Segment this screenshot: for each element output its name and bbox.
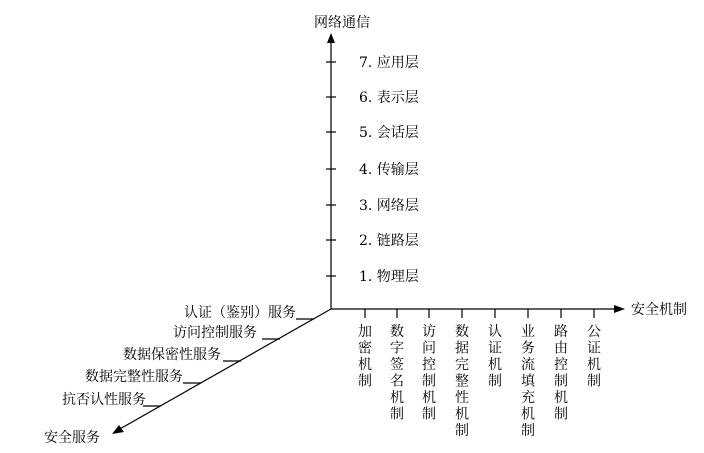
- horizontal-axis-title: 安全机制: [631, 302, 687, 318]
- layer-tick-group: [326, 55, 419, 285]
- mechanism-label: 访问控制机制: [422, 324, 436, 423]
- layer-label: 2. 链路层: [359, 233, 419, 249]
- mechanism-label: 数据完整性机制: [455, 324, 469, 439]
- mechanism-label: 公证机制: [587, 324, 601, 390]
- layer-label: 5. 会话层: [359, 125, 419, 141]
- service-label: 数据完整性服务: [85, 369, 183, 385]
- service-label: 认证（鉴别）服务: [184, 305, 296, 321]
- service-tick-group: [62, 304, 314, 408]
- layer-label: 4. 传输层: [359, 162, 419, 178]
- mechanism-label: 业务流填充机制: [521, 324, 535, 439]
- diagonal-axis-arrowhead: [112, 425, 124, 434]
- vertical-axis-arrowhead: [327, 33, 335, 43]
- service-label: 访问控制服务: [173, 325, 257, 341]
- mechanism-label: 路由控制机制: [554, 324, 568, 423]
- mechanism-label: 认证机制: [488, 324, 502, 390]
- mechanism-label: 加密机制: [358, 324, 372, 390]
- layer-label: 1. 物理层: [359, 269, 419, 285]
- horizontal-axis-arrowhead: [614, 305, 625, 313]
- layer-label: 3. 网络层: [359, 198, 419, 214]
- mechanism-label: 数字签名机制: [390, 324, 404, 423]
- vertical-axis-title: 网络通信: [314, 15, 370, 31]
- service-label: 抗否认性服务: [62, 392, 146, 408]
- layer-label: 6. 表示层: [359, 90, 419, 106]
- diagonal-axis-title: 安全服务: [44, 430, 100, 446]
- mechanism-tick-group: [358, 309, 601, 439]
- service-label: 数据保密性服务: [123, 347, 221, 363]
- layer-label: 7. 应用层: [359, 55, 419, 71]
